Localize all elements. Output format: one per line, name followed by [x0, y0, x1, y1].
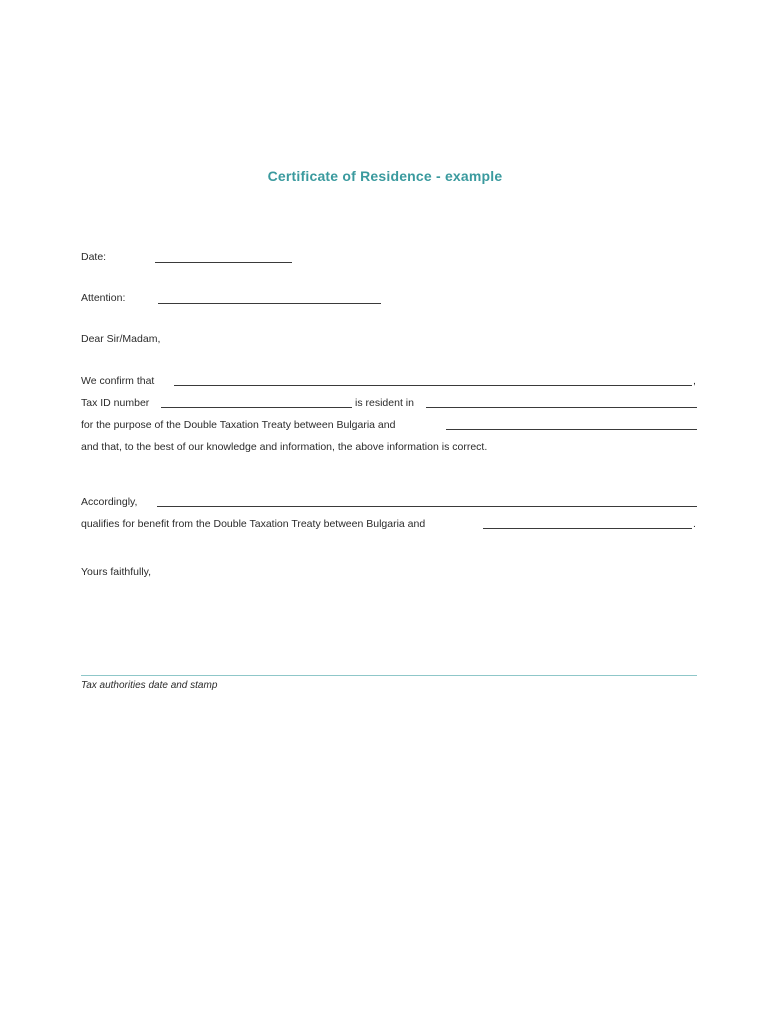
confirm-entity-blank-field[interactable]	[174, 375, 692, 386]
closing: Yours faithfully,	[81, 566, 152, 578]
knowledge-statement: and that, to the best of our knowledge and information, the above information is correct.	[81, 441, 488, 453]
document-title: Certificate of Residence - example	[267, 168, 503, 184]
qualifies-period: .	[693, 518, 696, 530]
attention-label: Attention:	[81, 292, 126, 304]
purpose-country-blank-field[interactable]	[446, 419, 697, 430]
signature-caption: Tax authorities date and stamp	[81, 680, 218, 691]
confirm-comma: ,	[693, 375, 696, 387]
date-blank-field[interactable]	[155, 252, 292, 263]
qualifies-label: qualifies for benefit from the Double Taxation Treaty between Bulgaria and	[81, 518, 426, 530]
salutation: Dear Sir/Madam,	[81, 333, 161, 345]
taxid-blank-field[interactable]	[161, 397, 352, 408]
resident-country-blank-field[interactable]	[426, 397, 697, 408]
accordingly-label: Accordingly,	[81, 496, 138, 508]
date-label: Date:	[81, 251, 107, 263]
taxid-label: Tax ID number	[81, 397, 150, 409]
purpose-label: for the purpose of the Double Taxation Treaty between Bulgaria and	[81, 419, 396, 431]
accordingly-blank-field[interactable]	[157, 496, 697, 507]
signature-rule	[81, 675, 697, 676]
resident-in-label: is resident in	[355, 397, 414, 409]
attention-blank-field[interactable]	[158, 293, 381, 304]
date-row	[81, 251, 106, 263]
qualifies-country-blank-field[interactable]	[483, 518, 692, 529]
confirm-label: We confirm that	[81, 375, 155, 387]
attention-row	[81, 292, 125, 304]
